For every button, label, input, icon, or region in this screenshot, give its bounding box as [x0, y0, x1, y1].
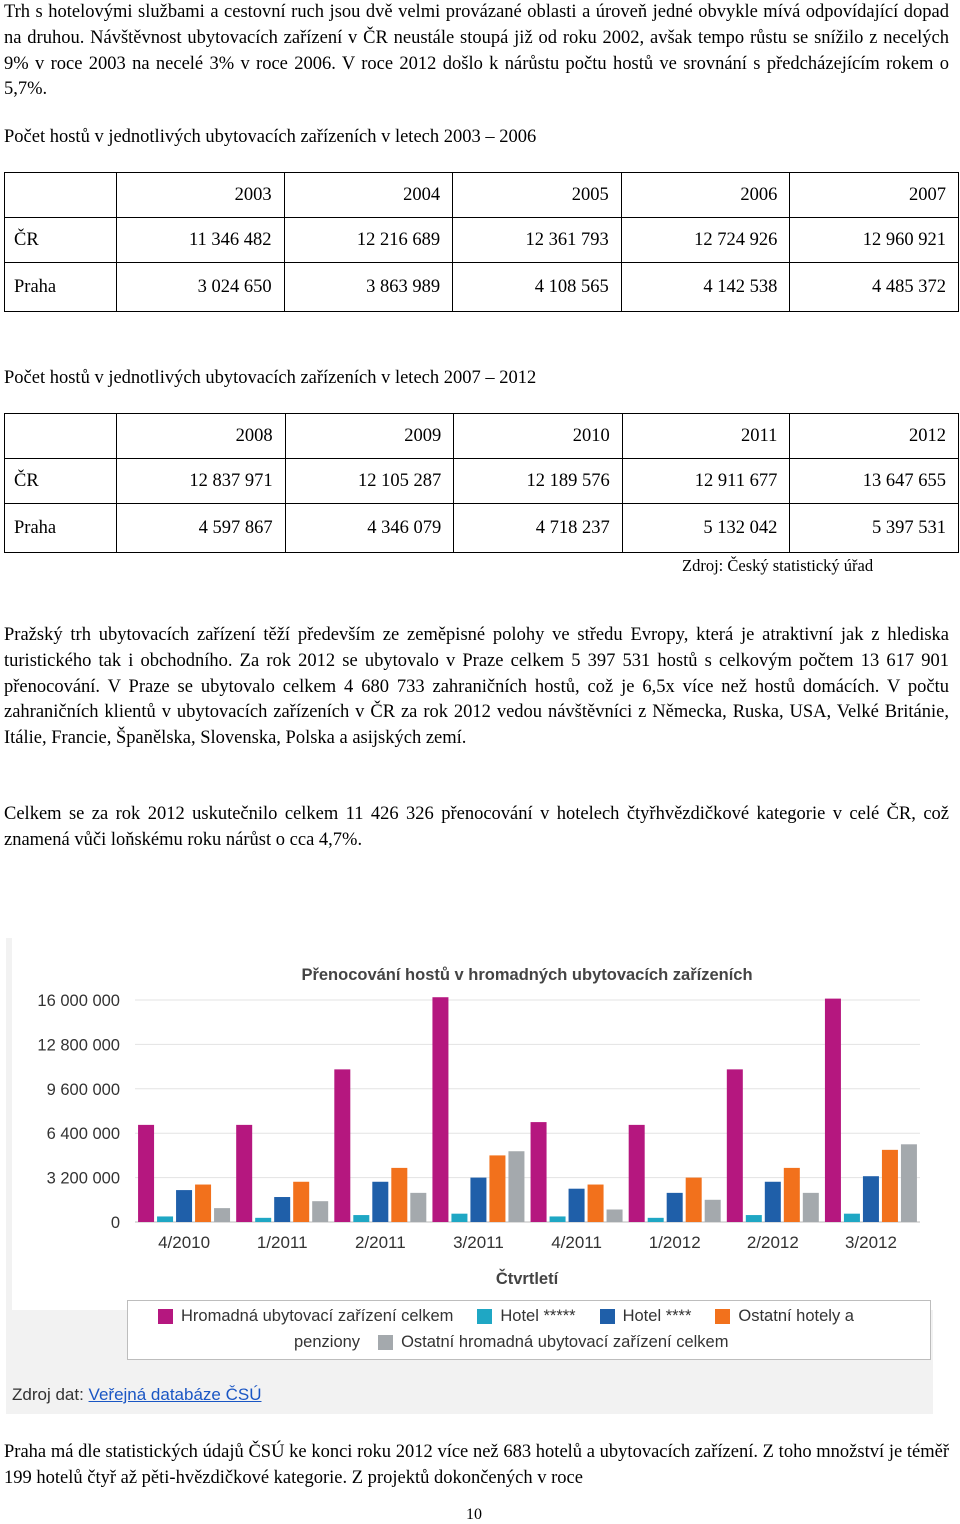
bar — [138, 1125, 154, 1222]
bar — [391, 1168, 407, 1222]
table-cell: 12 105 287 — [285, 459, 454, 504]
table1-year: 2004 — [284, 173, 453, 218]
bar — [353, 1215, 369, 1222]
paragraph-hotels-count: Praha má dle statistických údajů ČSÚ ke konci roku 2012 více než 683 hotelů a ubytovacích zařízení. Z toho množství je téměř 199 hotelů čtyř až pěti-hvězdičkové kategorie. Z projektů dokončených v roce — [4, 1442, 949, 1488]
bar — [705, 1200, 721, 1222]
bar — [334, 1069, 350, 1222]
bar — [451, 1214, 467, 1222]
bar — [607, 1210, 623, 1222]
table-cell: 13 647 655 — [790, 459, 959, 504]
table-cell: 3 863 989 — [284, 263, 453, 312]
legend-label: Hotel ***** — [500, 1306, 576, 1325]
table-cell: 12 361 793 — [453, 218, 622, 263]
row-label: ČR — [5, 218, 117, 263]
table-cell: 4 108 565 — [453, 263, 622, 312]
legend-swatch — [158, 1309, 173, 1324]
table-cell: 4 346 079 — [285, 504, 454, 553]
chart-legend — [127, 1300, 931, 1360]
legend-item — [477, 1307, 575, 1326]
bar — [882, 1150, 898, 1222]
table-cell: 12 960 921 — [790, 218, 959, 263]
bar — [569, 1189, 585, 1222]
bar — [765, 1182, 781, 1222]
y-tick-label: 0 — [110, 1214, 120, 1232]
paragraph-overnights: Celkem se za rok 2012 uskutečnilo celkem 11 426 326 přenocování v hotelech čtyřhvězdičkové kategorie v celé ČR, což znamená vůči loňskému roku nárůst o cca 4,7%. — [4, 804, 949, 850]
table-cell: 4 485 372 — [790, 263, 959, 312]
table2-year: 2009 — [285, 414, 454, 459]
table1-year: 2005 — [453, 173, 622, 218]
table-cell: 12 189 576 — [454, 459, 623, 504]
bar — [508, 1151, 524, 1222]
chart-source-link[interactable]: Veřejná databáze ČSÚ — [88, 1385, 262, 1404]
table-cell: 4 597 867 — [117, 504, 286, 553]
bar — [410, 1193, 426, 1222]
table-cell: 5 397 531 — [790, 504, 959, 553]
x-tick-label: 1/2011 — [256, 1233, 308, 1252]
bar — [844, 1214, 860, 1222]
bar — [470, 1178, 486, 1222]
table1-year: 2003 — [117, 173, 285, 218]
table1-year: 2006 — [621, 173, 790, 218]
intro-paragraph: Trh s hotelovými službami a cestovní ruch jsou dvě velmi provázané oblasti a úroveň jedné obvykle mívá odpovídající dopad na druhou. Návštěvnost ubytovacích zařízení v ČR neustále stoupá již od roku 2002, avšak tempo růstu se snížilo z necelých 9% v roce 2003 na necelé 3% v roce 2006. V roce 2012 došlo k nárůstu počtu hostů ve srovnání s předcházejícím rokem o 5,7%. — [4, 2, 949, 100]
row-label: ČR — [5, 459, 117, 504]
legend-label: Ostatní hromadná ubytovací zařízení celkem — [401, 1332, 729, 1351]
bar — [648, 1218, 664, 1222]
legend-item — [715, 1307, 854, 1326]
x-tick-label: 4/2011 — [551, 1233, 602, 1252]
legend-item — [600, 1307, 692, 1326]
table2-year: 2010 — [454, 414, 623, 459]
legend-row-2 — [294, 1331, 752, 1353]
bar — [489, 1155, 505, 1222]
bar — [274, 1197, 290, 1222]
bar — [803, 1193, 819, 1222]
table2-year: 2008 — [117, 414, 286, 459]
chart-xlabel: Čtvrtletí — [495, 1270, 559, 1288]
x-tick-label: 1/2012 — [648, 1233, 701, 1252]
bar — [531, 1122, 547, 1222]
row-label: Praha — [5, 263, 117, 312]
y-tick-label: 6 400 000 — [46, 1125, 120, 1144]
x-tick-label: 4/2010 — [158, 1233, 211, 1252]
table-cell: 3 024 650 — [117, 263, 285, 312]
bar — [727, 1069, 743, 1222]
table2-year: 2011 — [622, 414, 790, 459]
paragraph-prague-market: Pražský trh ubytovacích zařízení těží především ze zeměpisné polohy ve středu Evropy, která je atraktivní jak z hlediska turistického tak i obchodního. Za rok 2012 se ubytovalo v Praze celkem 5 397 531 hostů s celkovým počtem 13 617 901 přenocování. V Praze se ubytovalo celkem 4 680 733 zahraničních hostů, což je 6,5x více než hostů domácích. V počtu zahraničních klientů v ubytovacích zařízeních v ČR za rok 2012 vedou návštěvníci z Německa, Ruska, USA, Velké Británie, Itálie, Francie, Španělska, Slovenska, Polska a asijských zemí. — [4, 625, 949, 749]
table2-year: 2012 — [790, 414, 959, 459]
bar — [236, 1125, 252, 1222]
chart-source-label: Zdroj dat: — [12, 1385, 84, 1404]
bar — [901, 1144, 917, 1222]
legend-label: Ostatní hotely a — [738, 1306, 854, 1325]
bar — [784, 1168, 800, 1222]
y-tick-label: 3 200 000 — [46, 1169, 120, 1188]
bar — [255, 1218, 271, 1222]
bar — [863, 1176, 879, 1222]
legend-row-1 — [158, 1305, 854, 1327]
legend-item — [158, 1307, 453, 1326]
legend-label: Hromadná ubytovací zařízení celkem — [181, 1306, 454, 1325]
table-cell: 12 911 677 — [622, 459, 790, 504]
legend-swatch — [715, 1309, 730, 1324]
x-tick-label: 2/2012 — [746, 1233, 799, 1252]
legend-swatch — [600, 1309, 615, 1324]
chart-source — [12, 1385, 262, 1405]
legend-swatch — [378, 1335, 393, 1350]
x-tick-label: 2/2011 — [354, 1233, 406, 1252]
bar — [157, 1216, 173, 1222]
y-tick-label: 9 600 000 — [46, 1080, 120, 1099]
table-cell: 12 837 971 — [117, 459, 286, 504]
bar — [550, 1216, 566, 1222]
bar — [293, 1182, 309, 1222]
table1-year: 2007 — [790, 173, 959, 218]
legend-label: Hotel **** — [622, 1306, 692, 1325]
table-cell: 12 216 689 — [284, 218, 453, 263]
legend-label-continued: penziony — [294, 1332, 361, 1351]
bar — [372, 1182, 388, 1222]
x-tick-label: 3/2011 — [453, 1233, 504, 1252]
legend-item — [378, 1333, 728, 1352]
table-cell: 5 132 042 — [622, 504, 790, 553]
bar — [195, 1185, 211, 1222]
bar — [432, 997, 448, 1222]
bar — [746, 1215, 762, 1222]
table2-caption: Počet hostů v jednotlivých ubytovacích zařízeních v letech 2007 – 2012 — [4, 368, 537, 388]
bar — [214, 1208, 230, 1222]
legend-swatch — [477, 1309, 492, 1324]
bar — [176, 1190, 192, 1222]
bar — [588, 1185, 604, 1222]
table-cell: 11 346 482 — [117, 218, 285, 263]
bar — [825, 999, 841, 1222]
bar — [629, 1125, 645, 1222]
bar — [312, 1201, 328, 1222]
table-cell: 12 724 926 — [621, 218, 790, 263]
x-tick-label: 3/2012 — [844, 1233, 897, 1252]
table-cell: 4 142 538 — [621, 263, 790, 312]
chart-title: Přenocování hostů v hromadných ubytovacích zařízeních — [301, 966, 753, 984]
y-tick-label: 16 000 000 — [37, 992, 120, 1010]
row-label: Praha — [5, 504, 117, 553]
source-note: Zdroj: Český statistický úřad — [682, 556, 874, 575]
table1-caption: Počet hostů v jednotlivých ubytovacích zařízeních v letech 2003 – 2006 — [4, 127, 537, 147]
bar — [667, 1193, 683, 1222]
page-number: 10 — [466, 1506, 482, 1523]
bar — [686, 1178, 702, 1222]
table-cell: 4 718 237 — [454, 504, 623, 553]
y-tick-label: 12 800 000 — [37, 1036, 120, 1055]
